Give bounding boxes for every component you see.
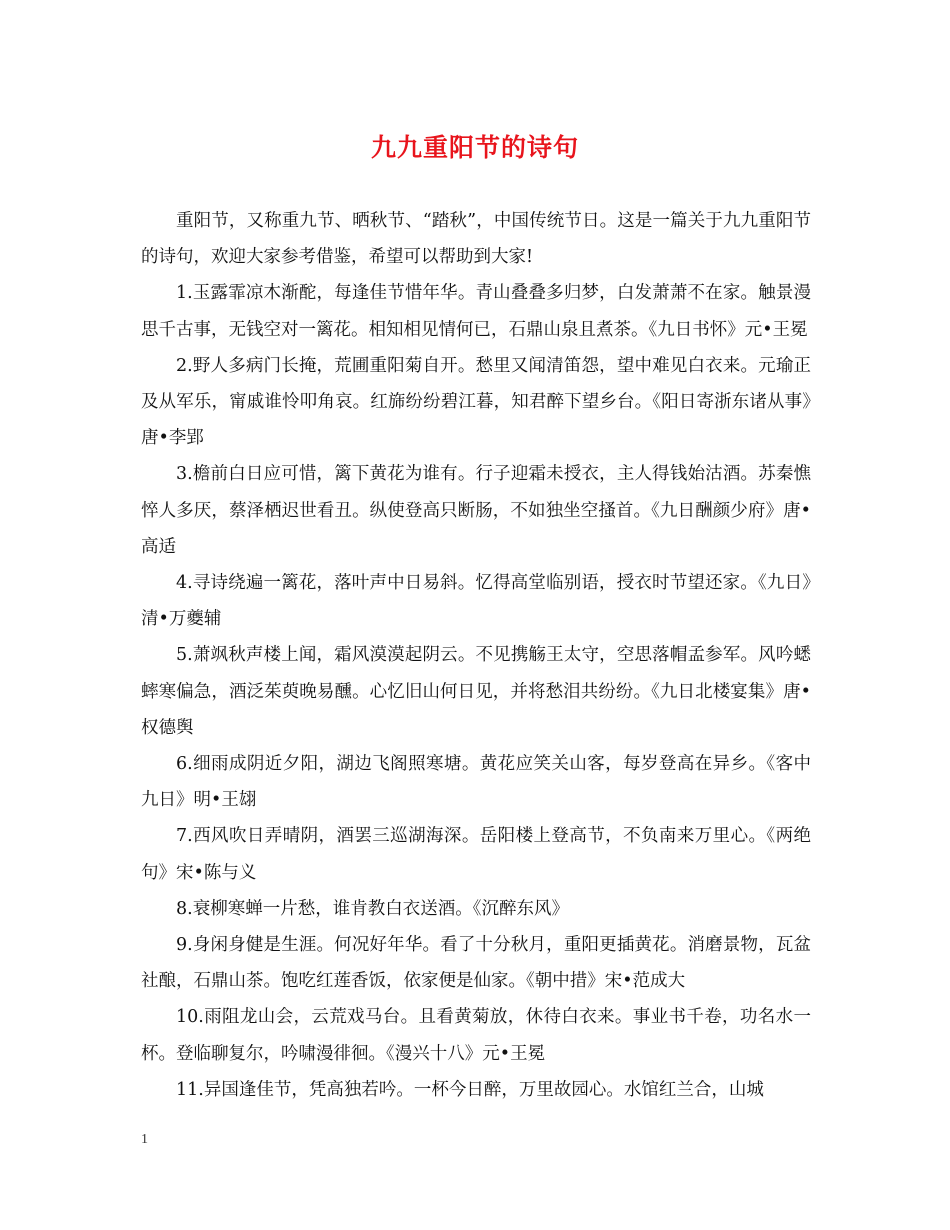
document-title: 九九重阳节的诗句 [370, 133, 579, 162]
document-body [141, 203, 811, 1108]
poem-paragraph-2: 2.野人多病门长掩，荒圃重阳菊自开。愁里又闻清笛怨，望中难见白衣来。元瑜正及从军乐，甯戚谁怜叩角哀。红旆纷纷碧江暮，知君醉下望乡台。《阳日寄浙东诸从事》唐•李郢 [141, 355, 811, 449]
poem-paragraph-4: 4.寻诗绕遍一篱花，落叶声中日易斜。忆得高堂临别语，授衣时节望还家。《九日》清•万夔辅 [141, 573, 811, 630]
poem-paragraph-3: 3.檐前白日应可惜，篱下黄花为谁有。行子迎霜未授衣，主人得钱始沽酒。苏秦憔悴人多厌，蔡泽栖迟世看丑。纵使登高只断肠，不如独坐空搔首。《九日酬颜少府》唐•高适 [141, 464, 811, 557]
poem-paragraph-10: 10.雨阻龙山会，云荒戏马台。且看黄菊放，休待白衣来。事业书千卷，功名水一杯。登临聊复尔，吟啸漫徘徊。《漫兴十八》元•王冕 [141, 1007, 811, 1064]
page-number: 1 [141, 1132, 148, 1147]
intro-paragraph: 重阳节，又称重九节、晒秋节、“踏秋”，中国传统节日。这是一篇关于九九重阳节的诗句，欢迎大家参考借鉴，希望可以帮助到大家! [141, 211, 811, 268]
poem-paragraph-8: 8.衰柳寒蝉一片愁，谁肯教白衣送酒。《沉醉东风》 [176, 898, 569, 919]
poem-paragraph-1: 1.玉露霏凉木渐酡，每逢佳节惜年华。青山叠叠多归梦，白发萧萧不在家。触景漫思千古事，无钱空对一篱花。相知相见情何已，石鼎山泉且煮茶。《九日书怀》元•王冕 [141, 283, 811, 340]
poem-paragraph-11: 11.异国逢佳节，凭高独若吟。一杯今日醉，万里故园心。水馆红兰合，山城 [176, 1079, 764, 1100]
poem-paragraph-7: 7.西风吹日弄晴阴，酒罢三巡湖海深。岳阳楼上登高节，不负南来万里心。《两绝句》宋•陈与义 [141, 826, 811, 883]
poem-paragraph-9: 9.身闲身健是生涯。何况好年华。看了十分秋月，重阳更插黄花。消磨景物，瓦盆社酿，石鼎山茶。饱吃红莲香饭，依家便是仙家。《朝中措》宋•范成大 [141, 935, 811, 992]
poem-paragraph-5: 5.萧飒秋声楼上闻，霜风漠漠起阴云。不见携觞王太守，空思落帽孟参军。风吟蟋蟀寒偏急，酒泛茱萸晚易醺。心忆旧山何日见，并将愁泪共纷纷。《九日北楼宴集》唐•权德舆 [141, 645, 811, 738]
poem-paragraph-6: 6.细雨成阴近夕阳，湖边飞阁照寒塘。黄花应笑关山客，每岁登高在异乡。《客中九日》明•王翃 [141, 754, 811, 811]
